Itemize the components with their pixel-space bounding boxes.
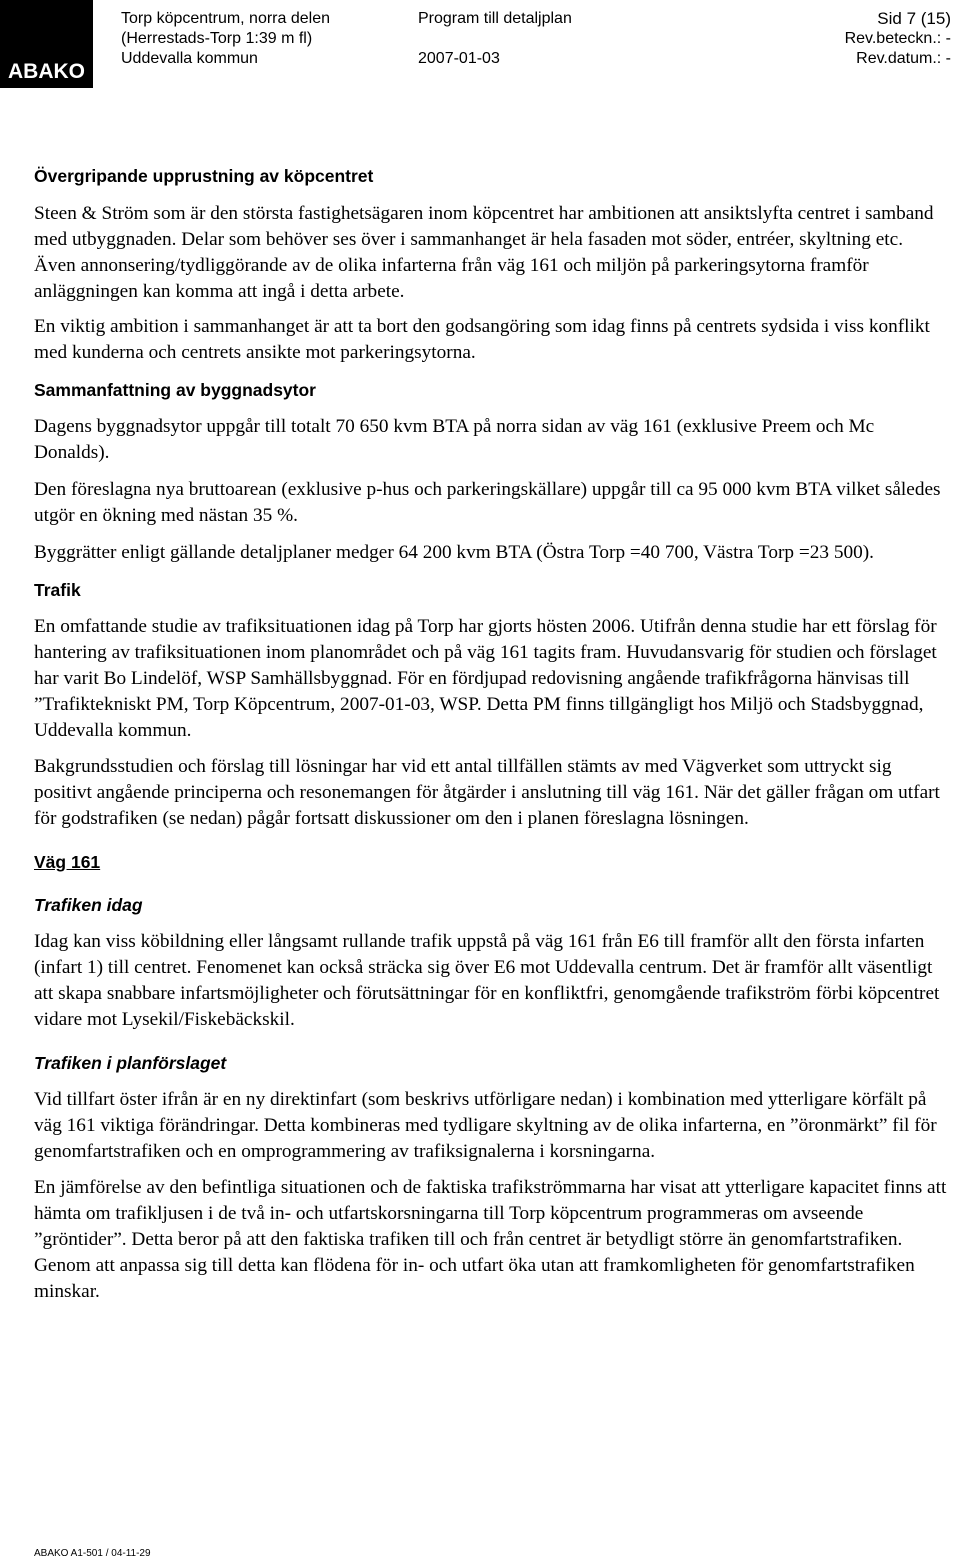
subheading-traffic-today: Trafiken idag (34, 895, 143, 915)
header-middle (418, 9, 572, 69)
header-municipality: Uddevalla kommun (121, 50, 258, 67)
header-doc-type: Program till detaljplan (418, 10, 572, 27)
paragraph: En omfattande studie av trafiksituationen idag på Torp har gjorts hösten 2006. Utifrån denna studie har ett förslag för hantering av trafiksituationen inom planområdet och på väg 161 tagits fram. Huvudansvarig för studien och förslaget har varit Bo Lindelöf, WSP Samhällsbyggnad. För en fördjupad redovisning angående trafikfrågorna hänvisas till ”Trafiktekniskt PM, Torp Köpcentrum, 2007-01-03, WSP. Detta PM finns tillgängligt hos Miljö och Stadsbyggnad, Uddevalla kommun. (34, 616, 937, 741)
header-property: (Herrestads-Torp 1:39 m fl) (121, 30, 313, 47)
section-heading-areas: Sammanfattning av byggnadsytor (34, 380, 316, 400)
paragraph: En viktig ambition i sammanhanget är att ta bort den godsangöring som idag finns på centrets sydsida i viss konflikt med kunderna och centrets ansikte mot parkeringsytorna. (34, 316, 930, 363)
paragraph: En jämförelse av den befintliga situationen och de faktiska trafikströmmarna har visat att ytterligare kapacitet finns att hämta om trafikljusen i de två in- och utfartskorsningarna till Torp köpcentrum programmeras om avseende ”gröntider”. Detta beror på att den faktiska trafiken till och från centret är betydligt större än genomfartstrafiken. Genom att anpassa sig till detta kan flödena för in- och utfart öka utan att framkomligheten för genomfartstrafiken minskar. (34, 1177, 947, 1302)
abako-logo (0, 0, 93, 88)
paragraph: Den föreslagna nya bruttoarean (exklusive p-hus och parkeringskällare) uppgår till ca 95 000 kvm BTA vilket således utgör en ökning med nästan 35 %. (34, 479, 941, 526)
section-heading-upgrade: Övergripande upprustning av köpcentret (34, 166, 374, 186)
header-left (121, 9, 330, 69)
paragraph: Vid tillfart öster ifrån är en ny direktinfart (som beskrivs utförligare nedan) i kombination med ytterligare körfält på väg 161 viktiga förändringar. Detta kombineras med tydligare skyltning av de olika infarterna, en ”öronmärkt” fil för genomfartstrafiken och en omprogrammering av trafiksignalerna i korsningarna. (34, 1089, 937, 1162)
subheading-road-161: Väg 161 (34, 852, 101, 872)
revision-designation: Rev.beteckn.: - (844, 30, 951, 47)
page-number: Sid 7 (15) (877, 9, 951, 28)
header-date: 2007-01-03 (418, 50, 500, 67)
paragraph: Idag kan viss köbildning eller långsamt rullande trafik uppstå på väg 161 från E6 till framför allt den första infarten (infart 1) till centret. Fenomenet kan också sträcka sig över E6 mot Uddevalla centrum. Det är framför allt väsentligt att skapa snabbare infartsmöjligheter och förutsättningar för en konfliktfri, genomgående trafikström förbi köpcentret vidare mot Lysekil/Fiskebäckskil. (34, 931, 940, 1030)
header-right (845, 9, 951, 69)
section-heading-traffic: Trafik (34, 580, 81, 600)
paragraph: Byggrätter enligt gällande detaljplaner medger 64 200 kvm BTA (Östra Torp =40 700, Västra Torp =23 500). (34, 542, 874, 563)
subheading-traffic-plan: Trafiken i planförslaget (34, 1053, 227, 1073)
header-project-name: Torp köpcentrum, norra delen (121, 10, 330, 27)
logo-text: ABAKO (8, 60, 85, 83)
paragraph: Bakgrundsstudien och förslag till lösningar har vid ett antal tillfällen stämts av med Vägverket som uttryckt sig positivt angående principerna och resonemangen för åtgärder i anslutning till väg 161. När det gäller frågan om utfart för godstrafiken (se nedan) pågår fortsatt diskussioner om den i planen föreslagna lösningen. (34, 756, 940, 829)
paragraph: Dagens byggnadsytor uppgår till totalt 70 650 kvm BTA på norra sidan av väg 161 (exklusive Preem och Mc Donalds). (34, 416, 875, 463)
footer-doc-id: ABAKO A1-501 / 04-11-29 (34, 1548, 151, 1559)
main-content (34, 165, 949, 1305)
header-empty (418, 29, 572, 49)
revision-date: Rev.datum.: - (856, 50, 951, 67)
paragraph: Steen & Ström som är den största fastighetsägaren inom köpcentret har ambitionen att ansiktslyfta centret i samband med utbyggnaden. Delar som behöver ses över i sammanhanget är hela fasaden mot söder, entréer, skyltning etc. Även annonsering/tydliggörande av de olika infarterna från väg 161 och miljön på parkeringsytorna framför anläggningen kan komma att ingå i detta arbete. (34, 203, 934, 302)
